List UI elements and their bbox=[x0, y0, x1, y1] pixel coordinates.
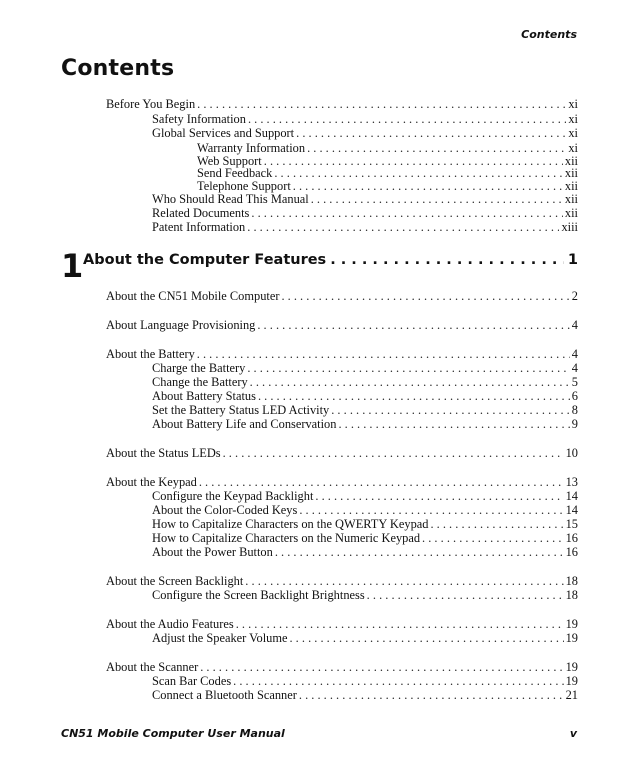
toc-entry[interactable] bbox=[152, 389, 578, 404]
toc-entry-page: xii bbox=[564, 166, 578, 180]
toc-entry-label: About Battery Status bbox=[152, 389, 256, 403]
toc-entry[interactable] bbox=[152, 361, 578, 376]
toc-entry[interactable] bbox=[106, 347, 578, 362]
toc-entry-label: Scan Bar Codes bbox=[152, 674, 232, 688]
toc-entry-page: 4 bbox=[571, 318, 578, 332]
toc-entry-page: 4 bbox=[571, 361, 578, 375]
toc-entry-label: About the Color-Coded Keys bbox=[152, 503, 298, 517]
toc-entry-label: Send Feedback bbox=[197, 166, 273, 180]
toc-entry[interactable] bbox=[106, 660, 578, 675]
footer-manual-title: CN51 Mobile Computer User Manual bbox=[61, 727, 285, 740]
toc-entry-label: About the CN51 Mobile Computer bbox=[106, 289, 280, 303]
toc-entry-page: 15 bbox=[565, 517, 578, 531]
toc-entry[interactable] bbox=[152, 403, 578, 418]
toc-entry-page: 4 bbox=[571, 347, 578, 361]
toc-entry[interactable] bbox=[152, 489, 578, 504]
toc-entry-page: xi bbox=[568, 141, 578, 155]
toc-entry[interactable] bbox=[152, 517, 578, 532]
toc-entry-label: Before You Begin bbox=[106, 97, 196, 111]
toc-entry[interactable] bbox=[106, 318, 578, 333]
toc-entry-page: 8 bbox=[571, 403, 578, 417]
toc-entry[interactable] bbox=[152, 417, 578, 432]
toc-entry-page: 19 bbox=[565, 631, 578, 645]
toc-entry-label: About the Scanner bbox=[106, 660, 199, 674]
toc-entry[interactable] bbox=[106, 97, 578, 112]
toc-entry-label: About the Status LEDs bbox=[106, 446, 221, 460]
toc-entry[interactable] bbox=[152, 375, 578, 390]
toc-entry-page: 19 bbox=[565, 617, 578, 631]
footer-page-number: v bbox=[569, 727, 577, 740]
toc-entry-page: 10 bbox=[565, 446, 578, 460]
toc-entry-label: About Language Provisioning bbox=[106, 318, 256, 332]
toc-entry[interactable] bbox=[106, 617, 578, 632]
toc-entry[interactable] bbox=[152, 688, 578, 703]
running-header: Contents bbox=[521, 28, 577, 41]
toc-entry-label: Web Support bbox=[197, 154, 262, 168]
toc-entry-page: 19 bbox=[565, 660, 578, 674]
toc-entry-label: Safety Information bbox=[152, 112, 246, 126]
toc-entry[interactable] bbox=[152, 503, 578, 518]
toc-entry-page: xii bbox=[564, 154, 578, 168]
toc-entry-page: 2 bbox=[571, 289, 578, 303]
toc-entry[interactable] bbox=[152, 674, 578, 689]
toc-entry-page: 19 bbox=[565, 674, 578, 688]
toc-entry-page: xiii bbox=[561, 220, 578, 234]
toc-entry-label: Configure the Keypad Backlight bbox=[152, 489, 314, 503]
toc-entry[interactable] bbox=[152, 588, 578, 603]
toc-entry-label: About the Power Button bbox=[152, 545, 273, 559]
toc-entry-page: xii bbox=[564, 179, 578, 193]
toc-entry-page: 14 bbox=[565, 489, 578, 503]
toc-entry-label: Who Should Read This Manual bbox=[152, 192, 309, 206]
toc-entry-page: 18 bbox=[565, 574, 578, 588]
toc-entry-page: 18 bbox=[565, 588, 578, 602]
toc-entry[interactable] bbox=[152, 206, 578, 221]
toc-entry-label: Connect a Bluetooth Scanner bbox=[152, 688, 297, 702]
toc-entry-page: 14 bbox=[565, 503, 578, 517]
toc-entry[interactable] bbox=[152, 531, 578, 546]
toc-entry-label: Adjust the Speaker Volume bbox=[152, 631, 288, 645]
toc-entry-page: 16 bbox=[565, 545, 578, 559]
toc-entry[interactable] bbox=[106, 446, 578, 461]
toc-entry-label: About the Battery bbox=[106, 347, 195, 361]
toc-entry-page: 5 bbox=[571, 375, 578, 389]
toc-entry[interactable] bbox=[152, 126, 578, 141]
toc-entry-page: xi bbox=[568, 126, 578, 140]
toc-entry-label: Patent Information bbox=[152, 220, 246, 234]
toc-entry-label: Configure the Screen Backlight Brightness bbox=[152, 588, 365, 602]
toc-entry-label: About Battery Life and Conservation bbox=[152, 417, 337, 431]
toc-entry[interactable] bbox=[106, 475, 578, 490]
toc-entry-label: Telephone Support bbox=[197, 179, 291, 193]
toc-entry[interactable] bbox=[106, 574, 578, 589]
toc-entry-page: xi bbox=[568, 112, 578, 126]
toc-entry-label: Charge the Battery bbox=[152, 361, 246, 375]
toc-entry-page: 16 bbox=[565, 531, 578, 545]
toc-entry-label: Warranty Information bbox=[197, 141, 306, 155]
toc-entry-page: xi bbox=[568, 97, 578, 111]
toc-entry[interactable] bbox=[152, 631, 578, 646]
page-title: Contents bbox=[61, 56, 175, 81]
toc-entry[interactable] bbox=[152, 545, 578, 560]
toc-entry-page: 9 bbox=[571, 417, 578, 431]
toc-entry-label: About the Screen Backlight bbox=[106, 574, 244, 588]
toc-entry-label: About the Audio Features bbox=[106, 617, 234, 631]
toc-entry[interactable] bbox=[152, 192, 578, 207]
chapter-title: About the Computer Features bbox=[83, 252, 327, 268]
toc-entry-label: About the Keypad bbox=[106, 475, 197, 489]
chapter-heading[interactable] bbox=[83, 252, 578, 268]
toc-entry-page: 21 bbox=[565, 688, 578, 702]
toc-entry-label: Global Services and Support bbox=[152, 126, 295, 140]
chapter-number: 1 bbox=[61, 247, 84, 285]
toc-entry[interactable] bbox=[106, 289, 578, 304]
toc-entry-label: Change the Battery bbox=[152, 375, 248, 389]
toc-entry[interactable] bbox=[152, 112, 578, 127]
toc-entry-label: How to Capitalize Characters on the QWERTY Keypad bbox=[152, 517, 429, 531]
toc-entry-label: Set the Battery Status LED Activity bbox=[152, 403, 330, 417]
toc-entry-label: How to Capitalize Characters on the Numeric Keypad bbox=[152, 531, 421, 545]
toc-entry-label: Related Documents bbox=[152, 206, 250, 220]
chapter-page: 1 bbox=[567, 252, 578, 268]
toc-entry-page: 13 bbox=[565, 475, 578, 489]
toc-entry-page: 6 bbox=[571, 389, 578, 403]
toc-entry-page: xii bbox=[564, 206, 578, 220]
toc-entry-page: xii bbox=[564, 192, 578, 206]
toc-entry[interactable] bbox=[152, 220, 578, 235]
